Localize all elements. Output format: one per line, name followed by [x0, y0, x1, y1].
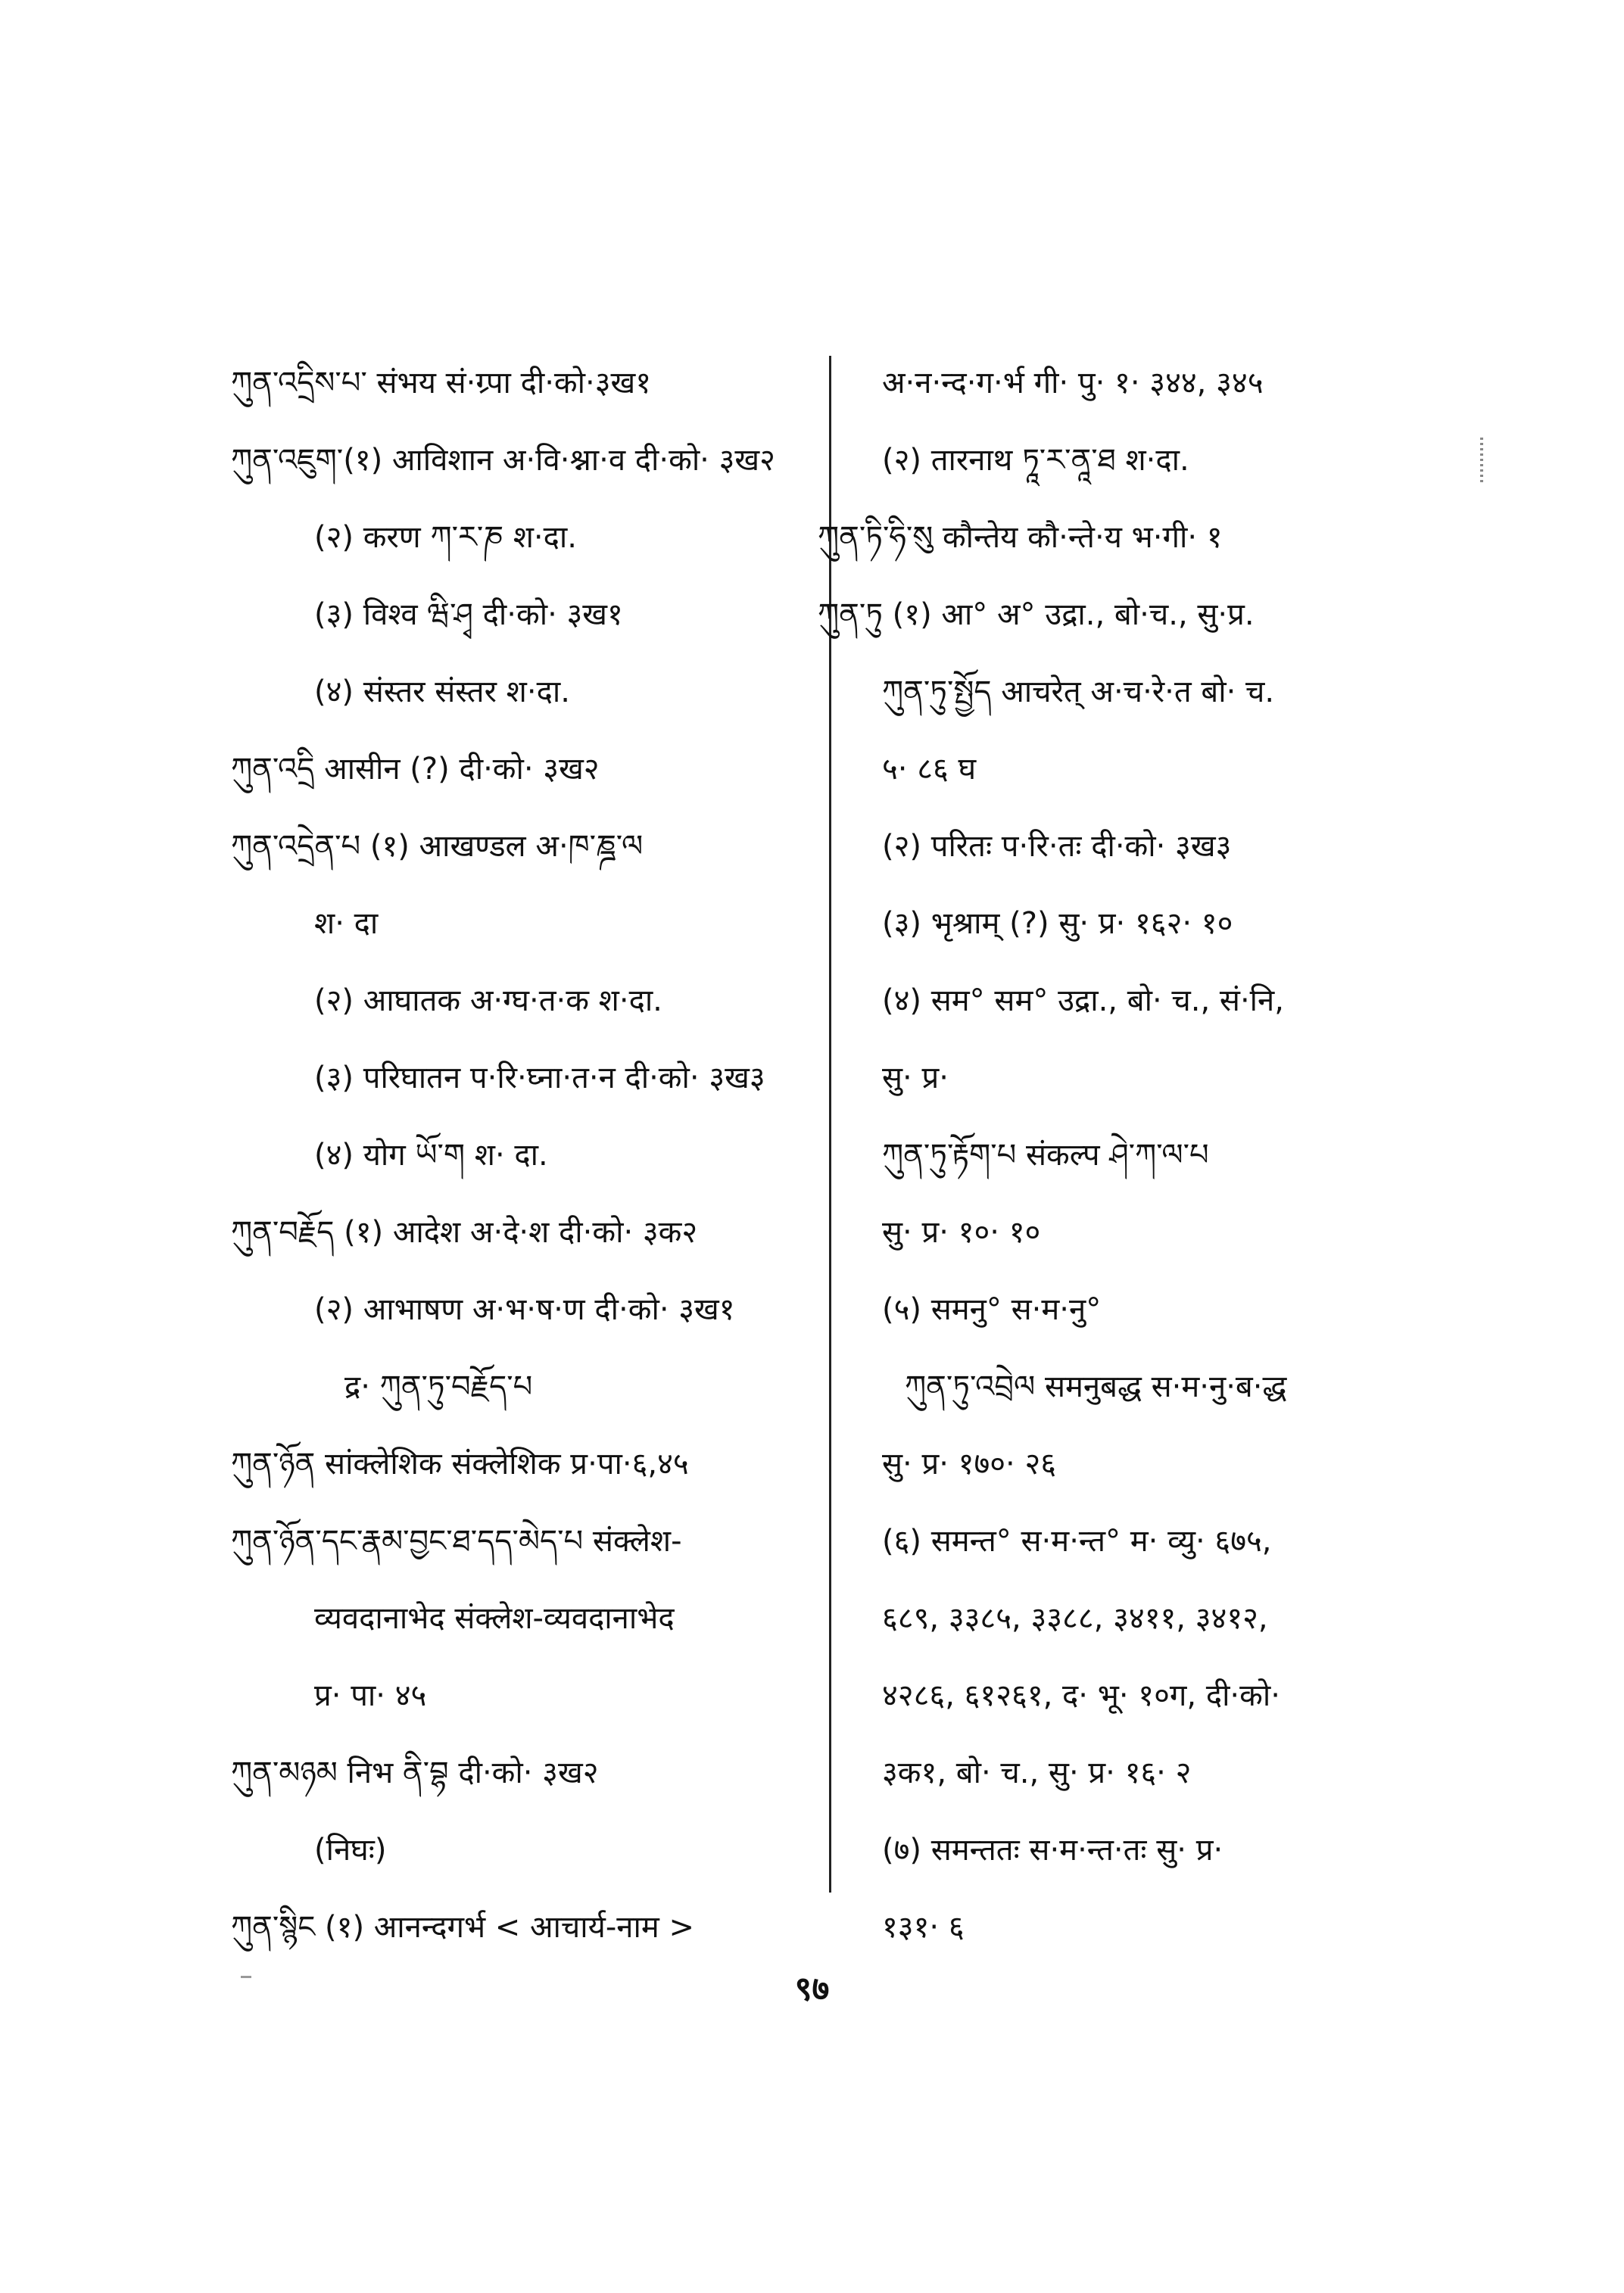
dictionary-entry-line: १३१· ६ [882, 1910, 965, 1945]
dictionary-entry-line: (७) समन्ततः स·म·न्त·तः सु· प्र· [882, 1833, 1223, 1868]
dictionary-entry-line: (३) परिघातन प·रि·घ्ना·त·न दी·को· ३ख३ [314, 1061, 765, 1095]
dictionary-entry-line: ཀུན་ཉོན་དང་རྣམ་བྱང་ཐ་དད་མེད་པ संक्लेश- [231, 1524, 682, 1559]
dictionary-entry-line: सु· प्र· १०· १० [882, 1215, 1041, 1250]
stray-mark [241, 1976, 251, 1978]
page-number: ९७ [794, 1970, 830, 2008]
dictionary-entry-line: (निघः) [314, 1833, 387, 1868]
dictionary-entry-line: सु· प्र· १७०· २६ [882, 1447, 1057, 1481]
dictionary-entry-line: (६) समन्त° स·म·न्त° म· व्यु· ६७५, [882, 1524, 1272, 1559]
dictionary-entry-line: ཀུན་ཉོན सांक्लेशिक संक्लेशिक प्र·पा·६,४५ [231, 1447, 689, 1481]
dictionary-entry-line: (२) परितः प·रि·तः दी·को· ३ख३ [882, 829, 1232, 864]
dictionary-entry-line: प्र· पा· ४५ [314, 1678, 427, 1713]
left-column [231, 344, 829, 1966]
dictionary-entry-line: ཀུན་འཇུག་(१) आविशान अ·वि·श्ना·व दी·को· ३ख२ [231, 443, 775, 478]
dictionary-entry-line: द्र· ཀུན་ཏུ་བརྗོད་པ [344, 1369, 533, 1404]
dictionary-entry-line: (३) विश्व ཝི་ཤྭ दी·को· ३ख१ [314, 597, 623, 632]
dictionary-entry-line: अ·न·न्द·ग·र्भ गी· पु· १· ३४४, ३४५ [882, 366, 1264, 400]
dictionary-entry-line: ཀུན་བརྗོད (१) आदेश अ·दे·श दी·को· ३क२ [231, 1215, 698, 1250]
dictionary-entry-line: श· दा [314, 906, 379, 941]
dictionary-entry-line: ཀུན་འདྲིས་པ་ संभय सं·ग्र्पा दी·को·३ख१ [231, 366, 652, 400]
dictionary-entry-line: (४) संस्तर संस्तर श·दा. [314, 675, 570, 709]
dictionary-entry-line: ཀུན་ཏུ (१) आ° अ° उद्रा., बो·च., सु·प्र. [818, 597, 1255, 632]
dictionary-entry-line: ཀུན་ཏུ་སྤྱོད आचरेत् अ·च·रे·त बो· च. [882, 675, 1275, 709]
dictionary-entry-line: (२) आघातक अ·ग्घ·त·क श·दा. [314, 983, 662, 1018]
dictionary-entry-line: (२) आभाषण अ·भ·ष·ण दी·को· ३ख१ [314, 1292, 735, 1327]
dictionary-entry-line: सु· प्र· [882, 1061, 949, 1095]
dictionary-entry-line: (३) भृश्राम् (?) सु· प्र· १६२· १० [882, 906, 1233, 941]
dictionary-entry-line: ཀུན་ཏུ་འབྲེལ समनुबद्ध स·म·नु·ब·द्ध [905, 1369, 1287, 1404]
dictionary-entry-line: (२) तारनाथ ཏཱ་ར་ནཱ་ཐ श·दा. [882, 443, 1189, 478]
dictionary-entry-line: (२) करण ཀ་ར་ཎ श·दा. [314, 520, 577, 555]
dictionary-entry-line: ཀུན་སྙིང (१) आनन्दगर्भ < आचार्य-नाम > [231, 1910, 695, 1945]
dictionary-entry-line: व्यवदानाभेद संक्लेश-व्यवदानाभेद [314, 1601, 675, 1636]
dictionary-entry-line: ४२८६, ६१२६१, द· भू· १०ग, दी·को· [882, 1678, 1280, 1713]
margin-mark [1480, 438, 1483, 483]
dictionary-entry-line: ३क१, बो· च., सु· प्र· १६· २ [882, 1756, 1192, 1790]
dictionary-entry-line: ཀུན་ཏི་ཧི་སུ कौन्तेय कौ·न्ते·य भ·गी· १ [818, 520, 1223, 555]
dictionary-entry-line: ཀུན་མཉམ निभ ནི་བྷ दी·को· ३ख२ [231, 1756, 599, 1790]
dictionary-entry-line: (४) योग ཡོ་ག श· दा. [314, 1138, 548, 1173]
dictionary-entry-line: ཀུན་འདྲེན་པ (१) आखण्डल अ·ཁ་ཎྜ་ལ [231, 829, 644, 864]
dictionary-entry-line: ཀུན་ཏུ་རྟོག་པ संकल्प ཤེ་ཀ་ལ་པ [882, 1138, 1209, 1173]
dictionary-entry-line: ५· ८६ घ [882, 752, 977, 787]
dictionary-entry-line: (४) सम° सम° उद्रा., बो· च., सं·नि, [882, 983, 1284, 1018]
dictionary-entry-line: (५) समनु° स·म·नु° [882, 1292, 1102, 1327]
dictionary-entry-line: ཀུན་འདྲི आसीन (?) दी·को· ३ख२ [231, 752, 600, 787]
dictionary-entry-line: ६८९, ३३८५, ३३८८, ३४११, ३४१२, [882, 1601, 1268, 1636]
right-column [818, 344, 1423, 1966]
